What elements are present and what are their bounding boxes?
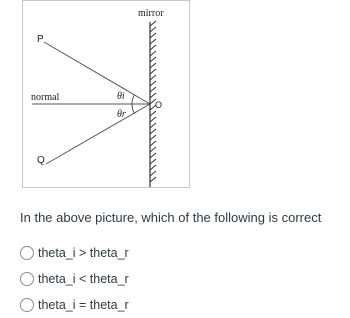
theta-i-label: θi (117, 91, 125, 102)
point-p-label: P (37, 34, 44, 45)
option-1[interactable] (20, 240, 129, 266)
option-label: theta_i = theta_r (38, 298, 129, 312)
option-3[interactable] (20, 292, 129, 318)
normal-label: normal (31, 92, 60, 103)
point-q-label: Q (37, 155, 45, 166)
option-label: theta_i > theta_r (38, 246, 129, 260)
option-label: theta_i < theta_r (38, 272, 129, 286)
point-o-label: O (155, 100, 163, 110)
reflection-diagram (22, 0, 190, 188)
question-text: In the above picture, which of the following is correct (20, 210, 322, 225)
radio-button[interactable] (20, 246, 34, 260)
radio-button[interactable] (20, 272, 34, 286)
theta-r-label: θr (117, 109, 126, 120)
radio-button[interactable] (20, 298, 34, 312)
option-2[interactable] (20, 266, 129, 292)
answer-options (20, 240, 129, 318)
mirror-label: mirror (138, 8, 164, 19)
